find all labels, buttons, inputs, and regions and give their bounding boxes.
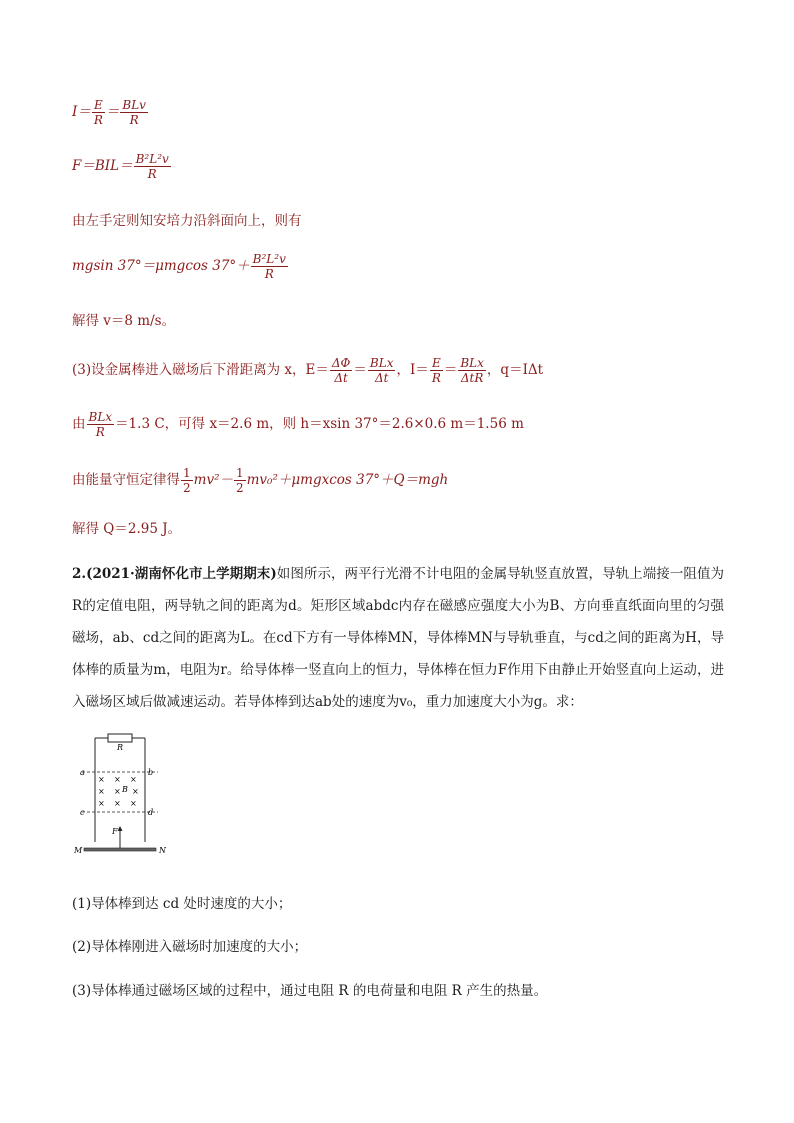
fraction (234, 466, 246, 495)
fraction (458, 356, 486, 385)
problem-2-statement (72, 558, 724, 718)
fraction-numerator: BLx (88, 410, 113, 424)
fraction-denominator: R (95, 425, 105, 439)
conductor-rod-MN (84, 848, 156, 851)
left-hand-rule-text: 由左手定则知安培力沿斜面向上，则有 (72, 213, 302, 229)
label-a: a (80, 768, 85, 777)
question-3: (3)导体棒通过磁场区域的过程中，通过电阻 R 的电荷量和电阻 R 产生的热量。 (72, 983, 548, 999)
fraction-denominator: 2 (183, 481, 191, 495)
fraction-denominator: R (431, 371, 441, 385)
problem-source: (2021·湖南怀化市上学期期末) (86, 566, 277, 582)
eq-text: ＝ (105, 104, 120, 120)
field-cross: × (114, 775, 121, 784)
fraction (120, 98, 148, 127)
question-1: (1)导体棒到达 cd 处时速度的大小； (72, 896, 292, 912)
fraction-denominator: R (93, 113, 103, 127)
solve-v-text: 解得 v＝8 m/s。 (72, 313, 176, 329)
fraction-numerator: E (92, 98, 105, 113)
field-cross: × (130, 775, 137, 784)
fraction-numerator: ΔΦ (331, 356, 351, 370)
fraction-numerator: BLx (369, 356, 394, 370)
fraction-numerator: BLv (122, 98, 146, 112)
equation-force (72, 152, 172, 181)
fraction-denominator: R (129, 113, 139, 127)
eq-text: mgsin 37°＝μmgcos 37°＋ (72, 258, 250, 274)
fraction-denominator: ΔtR (460, 371, 484, 385)
equation-current (72, 98, 149, 127)
eq-text: mv²－ (193, 472, 233, 488)
field-label-B: B (122, 785, 128, 794)
fraction-numerator: B²L²v (252, 252, 286, 266)
fraction (181, 466, 193, 495)
fraction (87, 410, 115, 439)
eq-text: F＝BIL＝ (72, 158, 133, 174)
fraction (134, 152, 171, 181)
eq-text: (3)设金属棒进入磁场后下滑距离为 x，E＝ (72, 362, 329, 378)
field-cross: × (98, 775, 105, 784)
fraction-numerator: B²L²v (135, 152, 169, 166)
fraction (330, 356, 353, 385)
eq-text: ，I＝ (396, 362, 429, 378)
solve-Q-text: 解得 Q＝2.95 J。 (72, 521, 182, 537)
field-cross: × (114, 799, 121, 808)
fraction-denominator: R (264, 267, 274, 281)
label-b: b (148, 768, 154, 777)
label-N: N (159, 846, 166, 855)
eq-text: I＝ (72, 104, 91, 120)
fraction-denominator: Δt (374, 371, 389, 385)
fraction-denominator: 2 (235, 481, 244, 495)
fraction-numerator: E (430, 356, 443, 371)
fraction (430, 356, 443, 385)
field-cross: × (98, 787, 105, 796)
charge-equation (72, 410, 524, 439)
resistor (108, 734, 132, 742)
fraction (368, 356, 396, 385)
fraction (251, 252, 288, 281)
field-cross: × (132, 787, 139, 796)
resistor-label: R (116, 743, 124, 752)
fraction-numerator: 1 (183, 466, 191, 480)
part3-equations (72, 356, 543, 385)
fraction (92, 98, 105, 127)
problem-text: 如图所示，两平行光滑不计电阻的金属导轨竖直放置，导轨上端接一阻值为R的定值电阻，两导轨之间的距离为d。矩形区域abdc内存在磁感应强度大小为B、方向垂直纸面向里的匀强磁场，ab、cd之间的距离为L。在cd下方有一导体棒MN，导体棒MN与导轨垂直，与cd之间的距离为H，导体棒的质量为m，电阻为r。给导体棒一竖直向上的恒力，导体棒在恒力F作用下由静止开始竖直向上运动，进入磁场区域后做减速运动。若导体棒到达ab处的速度为v₀，重力加速度大小为g。求： (72, 566, 724, 710)
eq-text: ＝ (443, 362, 458, 378)
energy-equation (72, 466, 448, 495)
force-label: F (112, 827, 118, 836)
label-c: c (80, 808, 85, 817)
eq-text: 由能量守恒定律得 (72, 472, 180, 488)
eq-text: ，q＝IΔt (486, 362, 544, 378)
eq-text: ＝1.3 C，可得 x＝2.6 m，则 h＝xsin 37°＝2.6×0.6 m＝1.56 m (115, 416, 524, 432)
force-balance-equation (72, 252, 289, 281)
circuit-diagram (70, 732, 170, 862)
problem-number: 2. (72, 566, 87, 582)
fraction-denominator: R (147, 167, 157, 181)
eq-text: 由 (72, 416, 86, 432)
eq-text: ＝ (353, 362, 367, 378)
question-2: (2)导体棒刚进入磁场时加速度的大小； (72, 939, 308, 955)
field-cross: × (114, 787, 121, 796)
label-M: M (74, 846, 83, 855)
label-d: d (148, 808, 154, 817)
fraction-numerator: BLx (460, 356, 484, 370)
force-arrowhead (118, 826, 123, 831)
eq-text: mv₀²＋μmgxcos 37°＋Q＝mgh (246, 472, 449, 488)
field-cross: × (130, 799, 137, 808)
fraction-numerator: 1 (235, 466, 244, 480)
field-cross: × (98, 799, 105, 808)
fraction-denominator: Δt (334, 371, 348, 385)
